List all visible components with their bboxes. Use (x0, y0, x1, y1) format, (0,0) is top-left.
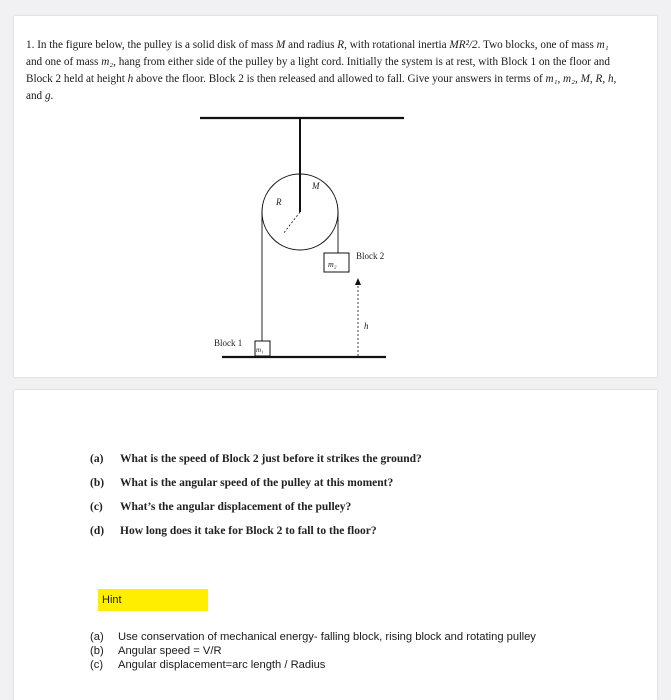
label-M: M (312, 181, 320, 191)
questions-card: (a) What is the speed of Block 2 just before it strikes the ground? (b) What is the angular speed of the pulley at this moment? (c) What’s the angular displacement of the pulley? (d) How long does it take for Block 2 to fall to the floor? Hint (a) Use conservation of mechanical energy- falling block, rising block and rotating pulley (b) Angular speed = V/R (c) Angular displacement=arc length / Radius (14, 390, 657, 700)
problem-statement: 1. In the figure below, the pulley is a solid disk of mass M and radius R, with rotational inertia MR²/2. Two blocks, one of mass m₁ and one of mass m₂, hang from either side of the pulley by a light cord. Initially the system is at rest, with Block 1 on the floor and Block 2 held at height h above the floor. Block 2 is then released and allowed to fall. Give your answers in terms of m₁, m₂, M, R, h, and g. (26, 39, 617, 102)
radius-line (283, 212, 300, 234)
label-block1: Block 1 (214, 338, 243, 348)
problem-number: 1. (26, 39, 35, 51)
hint-c: (c) Angular displacement=arc length / Radius (90, 659, 326, 671)
label-block2: Block 2 (356, 251, 385, 261)
label-m2: m₂ (328, 260, 337, 269)
height-arrowhead (355, 278, 361, 285)
hint-list (90, 631, 610, 673)
label-m1: m₁ (256, 346, 264, 354)
hint-label: Hint (98, 589, 208, 611)
hint-a: (a) Use conservation of mechanical energy- falling block, rising block and rotating pulley (90, 631, 536, 643)
label-h: h (364, 321, 369, 331)
problem-card (14, 16, 657, 377)
hint-b: (b) Angular speed = V/R (90, 645, 222, 657)
pulley-figure (14, 16, 657, 377)
label-R: R (276, 197, 282, 207)
